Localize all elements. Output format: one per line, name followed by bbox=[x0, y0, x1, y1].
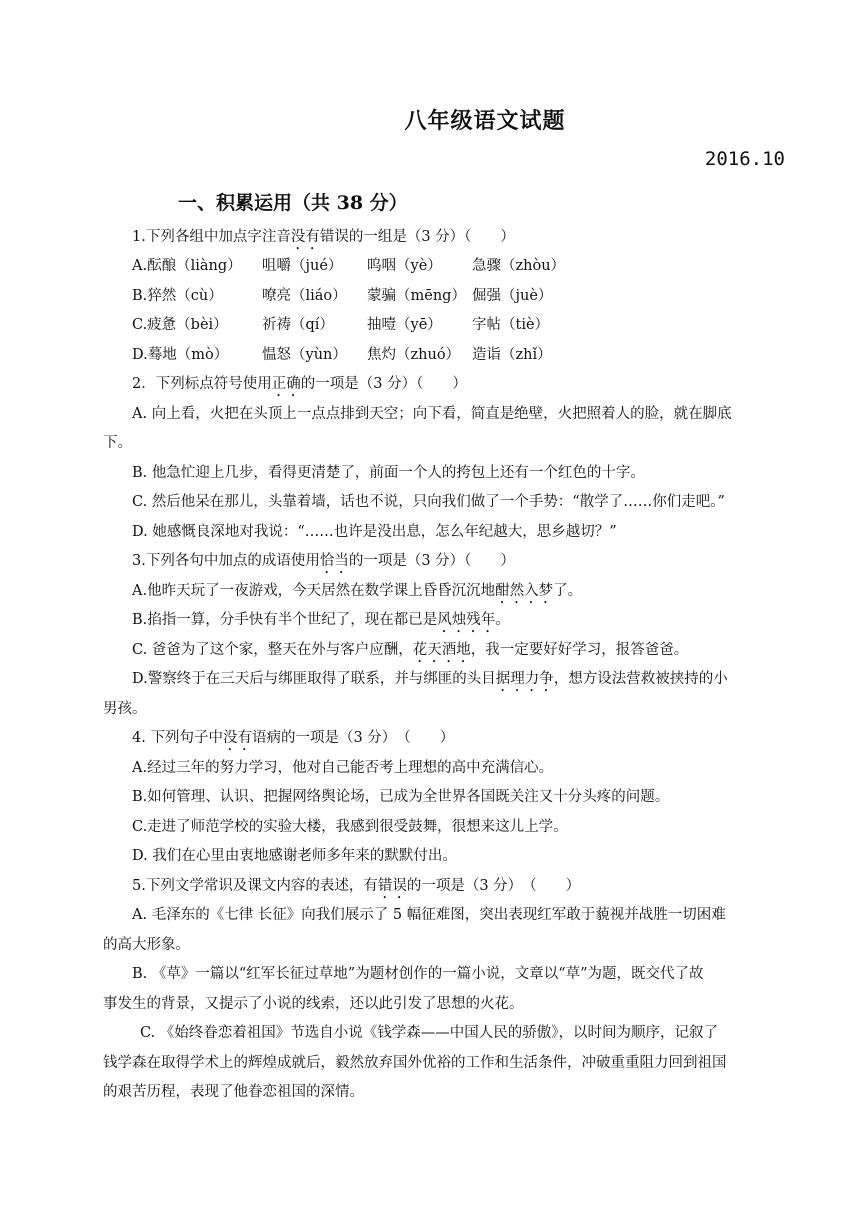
q5-option-b: B. 《草》一篇以“红军长征过草地”为题材创作的一篇小说，文章以“草”为题，既交代了故 bbox=[132, 966, 704, 982]
q4-option-c: C.走进了师范学校的实验大楼，我感到很受鼓舞，很想来这儿上学。 bbox=[132, 819, 568, 835]
q2-option-b: B. 他急忙迎上几步，看得更清楚了，前面一个人的挎包上还有一个红色的十字。 bbox=[132, 465, 645, 481]
q1-option-d: D.蓦地（mò） 愠怒（yùn） 焦灼（zhuó） 造诣（zhǐ） bbox=[132, 347, 552, 363]
q2-stem: 2．下列标点符号使用正确的一项是（3 分）（ ） bbox=[132, 376, 467, 392]
page-title: 八年级语文试题 bbox=[404, 108, 566, 134]
q4-option-d: D. 我们在心里由衷地感谢老师多年来的默默付出。 bbox=[132, 848, 457, 864]
q3-option-d: D.警察终于在三天后与绑匪取得了联系，并与绑匪的头目据理力争，想方设法营救被挟持的小 bbox=[132, 671, 728, 687]
q1-stem: 1.下列各组中加点字注音没有错误的一组是（3 分）（ ） bbox=[132, 229, 515, 245]
section-heading: 一、积累运用（共 38 分） bbox=[178, 192, 408, 214]
q5-option-c-cont2: 的艰苦历程，表现了他眷恋祖国的深情。 bbox=[103, 1084, 364, 1100]
q3-stem: 3.下列各句中加点的成语使用恰当的一项是（3 分）（ ） bbox=[132, 553, 515, 569]
q2-option-c: C. 然后他呆在那儿，头靠着墙，话也不说，只向我们做了一个手势：“散学了……你们走吧。” bbox=[132, 494, 725, 510]
q3-option-b: B.掐指一算，分手快有半个世纪了，现在都已是风烛残年。 bbox=[132, 612, 510, 628]
q2-option-d: D. 她感慨良深地对我说：“……也许是没出息，怎么年纪越大，思乡越切？” bbox=[132, 524, 617, 540]
q5-option-c: C. 《始终眷恋着祖国》节选自小说《钱学森——中国人民的骄傲》，以时间为顺序，记叙了 bbox=[140, 1025, 719, 1041]
q5-option-c-cont: 钱学森在取得学术上的辉煌成就后，毅然放弃国外优裕的工作和生活条件，冲破重重阻力回到祖国 bbox=[103, 1055, 727, 1071]
q1-option-a: A.酝酿（liàng） 咀嚼（jué） 呜咽（yè） 急骤（zhòu） bbox=[132, 258, 566, 274]
q5-option-b-cont: 事发生的背景，又提示了小说的线索，还以此引发了思想的火花。 bbox=[103, 996, 524, 1012]
q3-option-d-cont: 男孩。 bbox=[103, 701, 147, 717]
q5-option-a: A. 毛泽东的《七律 长征》向我们展示了 5 幅征难图，突出表现红军敢于藐视并战胜一切困难 bbox=[132, 907, 726, 923]
q3-option-a: A.他昨天玩了一夜游戏，今天居然在数学课上昏昏沉沉地酣然入梦了。 bbox=[132, 583, 583, 599]
q4-stem: 4. 下列句子中没有语病的一项是（3 分） （ ） bbox=[132, 730, 455, 746]
q2-option-a-cont: 下。 bbox=[103, 435, 132, 451]
q4-option-b: B.如何管理、认识、把握网络舆论场，已成为全世界各国既关注又十分头疼的问题。 bbox=[132, 789, 670, 805]
q1-option-c: C.疲惫（bèi） 祈祷（qí） 抽噎（yē） 字帖（tiè） bbox=[132, 317, 550, 333]
q2-option-a: A. 向上看，火把在头顶上一点点排到天空；向下看，简直是绝壁，火把照着人的脸，就在脚底 bbox=[132, 406, 732, 422]
q3-option-c: C. 爸爸为了这个家，整天在外与客户应酬，花天酒地，我一定要好好学习，报答爸爸。 bbox=[132, 642, 689, 658]
exam-date: 2016.10 bbox=[704, 148, 785, 170]
q5-option-a-cont: 的高大形象。 bbox=[103, 937, 190, 953]
q5-stem: 5.下列文学常识及课文内容的表述，有错误的一项是（3 分） （ ） bbox=[132, 878, 581, 894]
q1-option-b: B.猝然（cù） 嘹亮（liáo） 蒙骗（mēng） 倔强（juè） bbox=[132, 288, 553, 304]
q4-option-a: A.经过三年的努力学习，他对自己能否考上理想的高中充满信心。 bbox=[132, 760, 554, 776]
